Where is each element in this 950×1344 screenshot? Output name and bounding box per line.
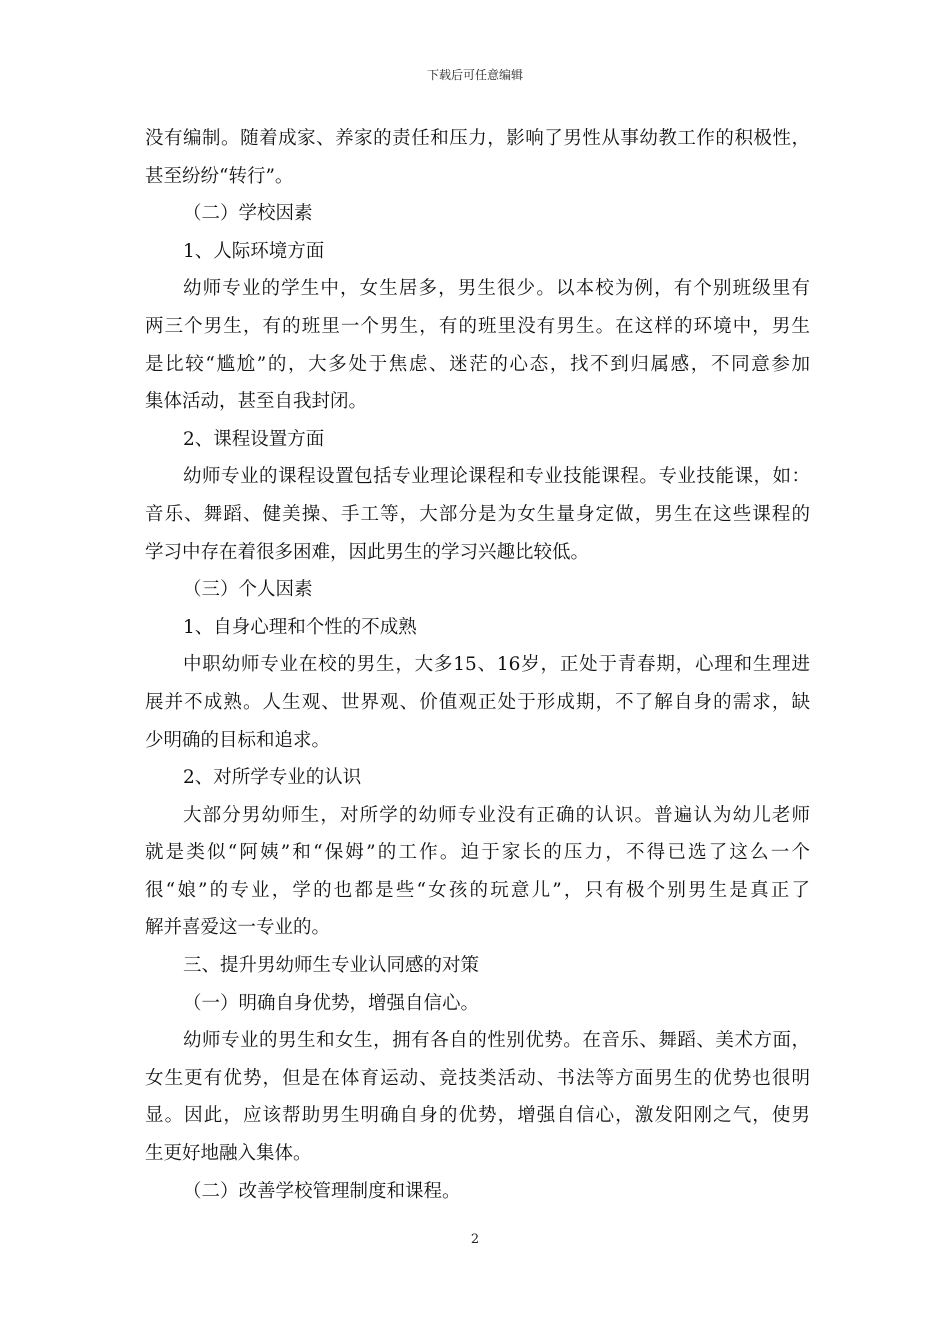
section-heading: （一）明确自身优势，增强自信心。 — [183, 992, 480, 1014]
subsection-heading: 2、课程设置方面 — [183, 428, 325, 450]
paragraph-line: 少明确的目标和追求。 — [145, 729, 331, 751]
section-heading: （二）学校因素 — [183, 203, 313, 225]
paragraph-line: 很“娘”的专业，学的也都是些“女孩的玩意儿”，只有极个别男生是真正了 — [145, 879, 810, 901]
paragraph-line: 音乐、舞蹈、健美操、手工等，大部分是为女生量身定做，男生在这些课程的 — [145, 503, 810, 525]
page-header: 下载后可任意编辑 — [426, 68, 523, 82]
paragraph-line: 就是类似“阿姨”和“保姆”的工作。迫于家长的压力，不得已选了这么一个 — [145, 842, 810, 864]
paragraph-line: 展并不成熟。人生观、世界观、价值观正处于形成期，不了解自身的需求，缺 — [145, 691, 810, 713]
paragraph-line: 集体活动，甚至自我封闭。 — [145, 391, 368, 413]
paragraph-line: 幼师专业的学生中，女生居多，男生很少。以本校为例，有个别班级里有 — [183, 278, 810, 300]
subsection-heading: 1、人际环境方面 — [183, 240, 325, 262]
paragraph-line: 幼师专业的男生和女生，拥有各自的性别优势。在音乐、舞蹈、美术方面， — [183, 1030, 810, 1052]
subsection-heading: 1、自身心理和个性的不成熟 — [183, 616, 417, 638]
subsection-heading: 2、对所学专业的认识 — [183, 767, 362, 789]
paragraph-line: 生更好地融入集体。 — [145, 1143, 312, 1165]
paragraph-line: 没有编制。随着成家、养家的责任和压力，影响了男性从事幼教工作的积极性， — [145, 128, 810, 149]
paragraph-line: 女生更有优势，但是在体育运动、竞技类活动、书法等方面男生的优势也很明 — [145, 1067, 810, 1089]
document-body — [145, 120, 810, 1210]
paragraph-line: 解并喜爱这一专业的。 — [145, 917, 331, 939]
section-heading: （二）改善学校管理制度和课程。 — [183, 1180, 461, 1202]
page-number: 2 — [470, 1232, 480, 1247]
paragraph-line: 显。因此，应该帮助男生明确自身的优势，增强自信心，激发阳刚之气，使男 — [145, 1105, 810, 1127]
section-heading: （三）个人因素 — [183, 579, 313, 601]
paragraph-line: 两三个男生，有的班里一个男生，有的班里没有男生。在这样的环境中，男生 — [145, 315, 810, 337]
paragraph-line: 大部分男幼师生，对所学的幼师专业没有正确的认识。普遍认为幼儿老师 — [183, 804, 810, 826]
paragraph-line: 是比较“尴尬”的，大多处于焦虑、迷茫的心态，找不到归属感，不同意参加 — [145, 353, 810, 375]
chapter-heading: 三、提升男幼师生专业认同感的对策 — [183, 955, 480, 977]
paragraph-line: 甚至纷纷“转行”。 — [145, 165, 294, 187]
paragraph-line: 中职幼师专业在校的男生，大多15、16岁，正处于青春期，心理和生理进 — [183, 654, 810, 676]
paragraph-line: 幼师专业的课程设置包括专业理论课程和专业技能课程。专业技能课，如： — [183, 466, 810, 488]
paragraph-line: 学习中存在着很多困难，因此男生的学习兴趣比较低。 — [145, 541, 590, 563]
